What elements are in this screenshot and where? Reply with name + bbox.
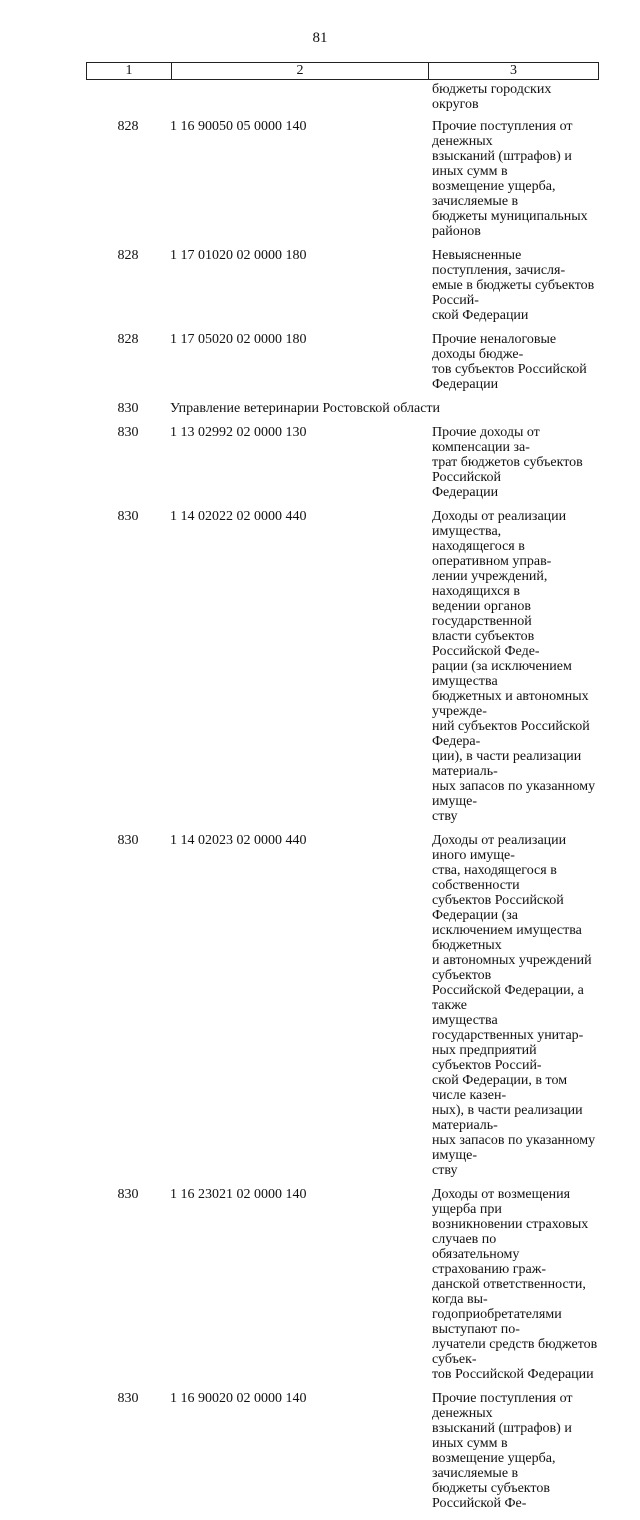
row-revenue-code: 1 16 23021 02 0000 140 xyxy=(170,1187,307,1202)
table-row xyxy=(86,509,599,824)
table-row xyxy=(86,833,599,1178)
row-description: Прочие поступления от денежных взысканий (штрафов) и иных сумм в возмещение ущерба, зачисляемые в бюджеты субъектов Российской Фе- xyxy=(432,1391,573,1511)
table-header xyxy=(86,62,599,80)
table-section-row xyxy=(86,401,599,416)
row-description: Невыясненные поступления, зачисля- емые в бюджеты субъектов Россий- ской Федерации xyxy=(432,248,595,323)
row-admin-code: 830 xyxy=(117,833,139,848)
table-row xyxy=(86,425,599,500)
table-row xyxy=(86,248,599,323)
header-col-2: 2 xyxy=(172,63,429,79)
row-admin-code: 830 xyxy=(117,1391,139,1406)
table-body xyxy=(86,82,599,1520)
section-title: Управление ветеринарии Ростовской области xyxy=(170,401,441,416)
table-row xyxy=(86,1391,599,1511)
row-revenue-code: 1 14 02022 02 0000 440 xyxy=(170,509,307,524)
row-admin-code: 830 xyxy=(117,425,139,440)
table-row xyxy=(86,332,599,392)
row-description: Доходы от реализации имущества, находящегося в оперативном управ- лении учреждений, находящихся в ведении органов государственной власти субъектов Российской Феде- рации (за исключением имущества бюджетных и автономных учрежде- ний субъектов Российской Федера- ции), в части реализации материаль- ных запасов по указанному имуще- ству xyxy=(432,509,596,824)
row-description: Доходы от возмещения ущерба при возникновении страховых случаев по обязательному страхованию граж- данской ответственности, когда вы- годоприобретателями выступают по- лучатели средств бюджетов субъек- тов Российской Федерации xyxy=(432,1187,598,1382)
row-revenue-code: 1 17 05020 02 0000 180 xyxy=(170,332,307,347)
row-admin-code: 828 xyxy=(117,248,139,263)
row-description: Доходы от реализации иного имуще- ства, находящегося в собственности субъектов Российской Федерации (за исключением имущества бюджетных и автономных учреждений субъектов Российской Федерации, а также имущества государственных унитар- ных предприятий субъектов Россий- ской Федерации, в том числе казен- ных), в части реализации материаль- ных запасов по указанному имуще- ству xyxy=(432,833,596,1178)
row-description: бюджеты городских округов xyxy=(432,82,552,112)
page-number: 81 xyxy=(312,30,328,46)
header-col-3: 3 xyxy=(510,63,517,78)
row-revenue-code: 1 14 02023 02 0000 440 xyxy=(170,833,307,848)
header-col-1: 1 xyxy=(87,63,172,79)
table-row xyxy=(86,119,599,239)
row-admin-code: 828 xyxy=(117,332,139,347)
row-admin-code: 830 xyxy=(117,401,139,416)
table-row xyxy=(86,1187,599,1382)
row-admin-code: 828 xyxy=(117,119,139,134)
row-description: Прочие неналоговые доходы бюдже- тов субъектов Российской Федерации xyxy=(432,332,587,392)
row-revenue-code: 1 16 90020 02 0000 140 xyxy=(170,1391,307,1406)
row-description: Прочие поступления от денежных взысканий (штрафов) и иных сумм в возмещение ущерба, зачисляемые в бюджеты муниципальных районов xyxy=(432,119,588,239)
row-revenue-code: 1 13 02992 02 0000 130 xyxy=(170,425,307,440)
table-row-continuation xyxy=(86,82,599,112)
row-admin-code: 830 xyxy=(117,1187,139,1202)
row-description: Прочие доходы от компенсации за- трат бюджетов субъектов Российской Федерации xyxy=(432,425,583,500)
row-revenue-code: 1 16 90050 05 0000 140 xyxy=(170,119,307,134)
row-admin-code: 830 xyxy=(117,509,139,524)
row-revenue-code: 1 17 01020 02 0000 180 xyxy=(170,248,307,263)
